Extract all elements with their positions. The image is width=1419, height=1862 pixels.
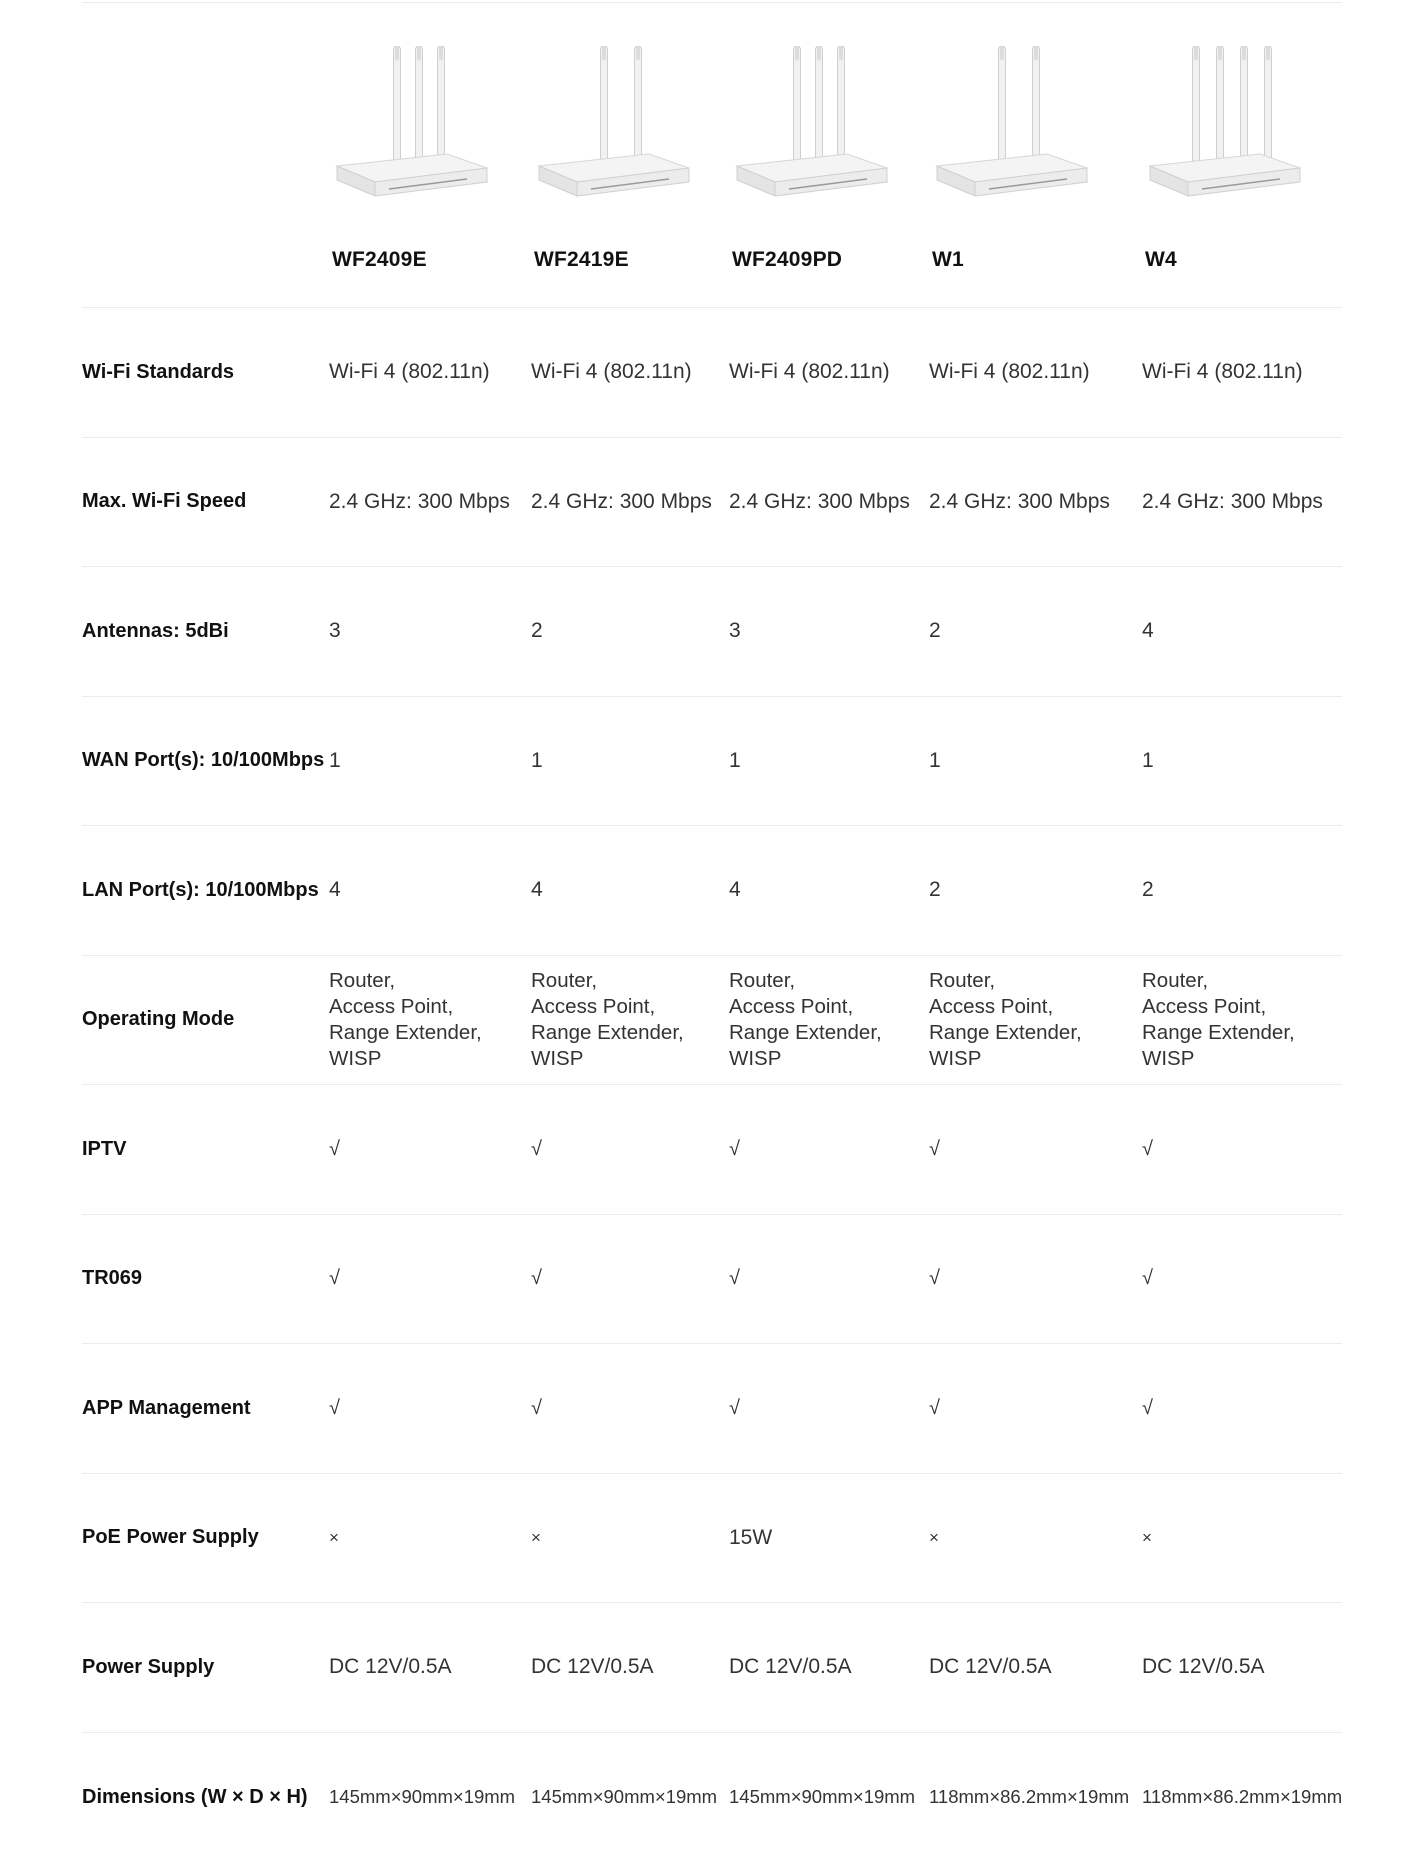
mode-line: Router, [531, 968, 727, 994]
product-name: WF2419E [534, 248, 629, 272]
spec-value: 2 [529, 619, 727, 643]
antenna-tip [1266, 46, 1270, 60]
check-mark-icon: √ [1140, 1267, 1342, 1290]
spec-value: DC 12V/0.5A [727, 1655, 927, 1679]
spec-value: 2.4 GHz: 300 Mbps [727, 490, 927, 514]
spec-value: 3 [727, 619, 927, 643]
mode-line: Router, [929, 968, 1140, 994]
antenna-tip [1242, 46, 1246, 60]
spec-row-wan-ports [82, 697, 1342, 827]
spec-value: DC 12V/0.5A [1140, 1655, 1342, 1679]
product-name: W4 [1145, 248, 1177, 272]
spec-value: 2.4 GHz: 300 Mbps [327, 490, 529, 514]
spec-value: 2.4 GHz: 300 Mbps [529, 490, 727, 514]
spec-value: Wi-Fi 4 (802.11n) [1140, 360, 1342, 384]
spec-value: 1 [327, 749, 529, 773]
spec-label: Wi-Fi Standards [82, 361, 327, 384]
product-column-wf2419e[interactable] [529, 0, 727, 307]
spec-value: 1 [1140, 749, 1342, 773]
spec-label: WAN Port(s): 10/100Mbps [82, 749, 327, 772]
cross-mark-icon: × [327, 1528, 529, 1548]
antenna [1033, 46, 1040, 171]
spec-value: 1 [927, 749, 1140, 773]
check-mark-icon: √ [927, 1138, 1140, 1161]
mode-line: Range Extender, [929, 1020, 1140, 1046]
spec-value: Wi-Fi 4 (802.11n) [927, 360, 1140, 384]
antenna [416, 46, 423, 171]
spec-value: 118mm×86.2mm×19mm [1140, 1786, 1342, 1808]
spec-value: 2 [1140, 878, 1342, 902]
check-mark-icon: √ [927, 1267, 1140, 1290]
spec-value-multiline [1140, 968, 1342, 1072]
antenna-tip [1034, 46, 1038, 60]
spec-value: Wi-Fi 4 (802.11n) [727, 360, 927, 384]
router-image-w1 [927, 46, 1127, 231]
spec-value: 1 [529, 749, 727, 773]
check-mark-icon: √ [327, 1138, 529, 1161]
spec-value: 4 [727, 878, 927, 902]
antenna [794, 46, 801, 171]
spec-value: 4 [327, 878, 529, 902]
spec-row-iptv [82, 1085, 1342, 1215]
spec-row-lan-ports [82, 826, 1342, 956]
spec-value: 1 [727, 749, 927, 773]
product-comparison-table [82, 0, 1342, 1862]
spec-value-multiline [927, 968, 1140, 1072]
check-mark-icon: √ [1140, 1397, 1342, 1420]
spec-label: Operating Mode [82, 1008, 327, 1031]
spec-value: 3 [327, 619, 529, 643]
spec-row-app-management [82, 1344, 1342, 1474]
check-mark-icon: √ [529, 1397, 727, 1420]
mode-line: Router, [729, 968, 927, 994]
spec-row-antennas [82, 567, 1342, 697]
mode-line: Range Extender, [531, 1020, 727, 1046]
spec-value: 118mm×86.2mm×19mm [927, 1786, 1140, 1808]
router-image-w4 [1140, 46, 1340, 231]
mode-line: WISP [729, 1046, 927, 1072]
spec-value: 4 [529, 878, 727, 902]
spec-label: Power Supply [82, 1656, 327, 1679]
spec-value-multiline [727, 968, 927, 1072]
spec-value: 145mm×90mm×19mm [327, 1786, 529, 1808]
antenna [1241, 46, 1248, 171]
product-name: WF2409PD [732, 248, 842, 272]
spec-value: 4 [1140, 619, 1342, 643]
mode-line: Range Extender, [729, 1020, 927, 1046]
antenna [635, 46, 642, 171]
antenna-tip [1218, 46, 1222, 60]
antenna-tip [439, 46, 443, 60]
spec-row-tr069 [82, 1215, 1342, 1345]
spec-row-operating-mode [82, 956, 1342, 1086]
mode-line: Range Extender, [1142, 1020, 1342, 1046]
antenna-tip [636, 46, 640, 60]
spec-label: APP Management [82, 1397, 327, 1420]
product-name: W1 [932, 248, 964, 272]
spec-value: DC 12V/0.5A [529, 1655, 727, 1679]
mode-line: WISP [1142, 1046, 1342, 1072]
antenna-tip [395, 46, 399, 60]
router-image-wf2409e [327, 46, 527, 231]
antenna-tip [817, 46, 821, 60]
antenna [1217, 46, 1224, 171]
antenna-tip [602, 46, 606, 60]
router-image-wf2409pd [727, 46, 927, 231]
cross-mark-icon: × [529, 1528, 727, 1548]
spec-value: 15W [727, 1526, 927, 1550]
antenna [999, 46, 1006, 171]
spec-value: DC 12V/0.5A [327, 1655, 529, 1679]
antenna [438, 46, 445, 171]
spec-value-multiline [529, 968, 727, 1072]
header-spacer [82, 0, 327, 307]
spec-label: IPTV [82, 1138, 327, 1161]
spec-value: Wi-Fi 4 (802.11n) [529, 360, 727, 384]
mode-line: Access Point, [729, 994, 927, 1020]
check-mark-icon: √ [529, 1138, 727, 1161]
mode-line: Access Point, [531, 994, 727, 1020]
mode-line: WISP [929, 1046, 1140, 1072]
spec-row-power-supply [82, 1603, 1342, 1733]
mode-line: Access Point, [929, 994, 1140, 1020]
antenna-tip [417, 46, 421, 60]
check-mark-icon: √ [727, 1267, 927, 1290]
spec-value: Wi-Fi 4 (802.11n) [327, 360, 529, 384]
spec-value: 2.4 GHz: 300 Mbps [927, 490, 1140, 514]
spec-value: 145mm×90mm×19mm [529, 1786, 727, 1808]
spec-value: 145mm×90mm×19mm [727, 1786, 927, 1808]
check-mark-icon: √ [727, 1397, 927, 1420]
product-column-wf2409pd[interactable] [727, 0, 927, 307]
antenna-tip [839, 46, 843, 60]
mode-line: Access Point, [329, 994, 529, 1020]
antenna [1193, 46, 1200, 171]
router-image-wf2419e [529, 46, 729, 231]
check-mark-icon: √ [1140, 1138, 1342, 1161]
spec-label: Dimensions (W × D × H) [82, 1786, 327, 1809]
antenna-tip [1194, 46, 1198, 60]
product-header-row [82, 0, 1342, 308]
cross-mark-icon: × [1140, 1528, 1342, 1548]
mode-line: Router, [329, 968, 529, 994]
check-mark-icon: √ [927, 1397, 1140, 1420]
spec-row-dimensions [82, 1733, 1342, 1862]
spec-row-max-wifi-speed [82, 438, 1342, 568]
antenna [1265, 46, 1272, 171]
spec-label: PoE Power Supply [82, 1526, 327, 1549]
product-column-wf2409e[interactable] [327, 0, 529, 307]
mode-line: Access Point, [1142, 994, 1342, 1020]
mode-line: Router, [1142, 968, 1342, 994]
antenna [816, 46, 823, 171]
check-mark-icon: √ [529, 1267, 727, 1290]
mode-line: Range Extender, [329, 1020, 529, 1046]
check-mark-icon: √ [727, 1138, 927, 1161]
spec-row-poe-power-supply [82, 1474, 1342, 1604]
product-column-w1[interactable] [927, 0, 1140, 307]
spec-label: Antennas: 5dBi [82, 620, 327, 643]
spec-label: LAN Port(s): 10/100Mbps [82, 879, 327, 902]
antenna-tip [795, 46, 799, 60]
spec-row-wifi-standards [82, 308, 1342, 438]
spec-label: TR069 [82, 1267, 327, 1290]
cross-mark-icon: × [927, 1528, 1140, 1548]
mode-line: WISP [329, 1046, 529, 1072]
spec-value-multiline [327, 968, 529, 1072]
spec-label: Max. Wi-Fi Speed [82, 490, 327, 513]
mode-line: WISP [531, 1046, 727, 1072]
antenna [394, 46, 401, 171]
antenna [601, 46, 608, 171]
antenna [838, 46, 845, 171]
check-mark-icon: √ [327, 1397, 529, 1420]
spec-value: DC 12V/0.5A [927, 1655, 1140, 1679]
spec-value: 2 [927, 619, 1140, 643]
spec-value: 2.4 GHz: 300 Mbps [1140, 490, 1342, 514]
spec-value: 2 [927, 878, 1140, 902]
product-name: WF2409E [332, 248, 427, 272]
product-column-w4[interactable] [1140, 0, 1342, 307]
check-mark-icon: √ [327, 1267, 529, 1290]
antenna-tip [1000, 46, 1004, 60]
